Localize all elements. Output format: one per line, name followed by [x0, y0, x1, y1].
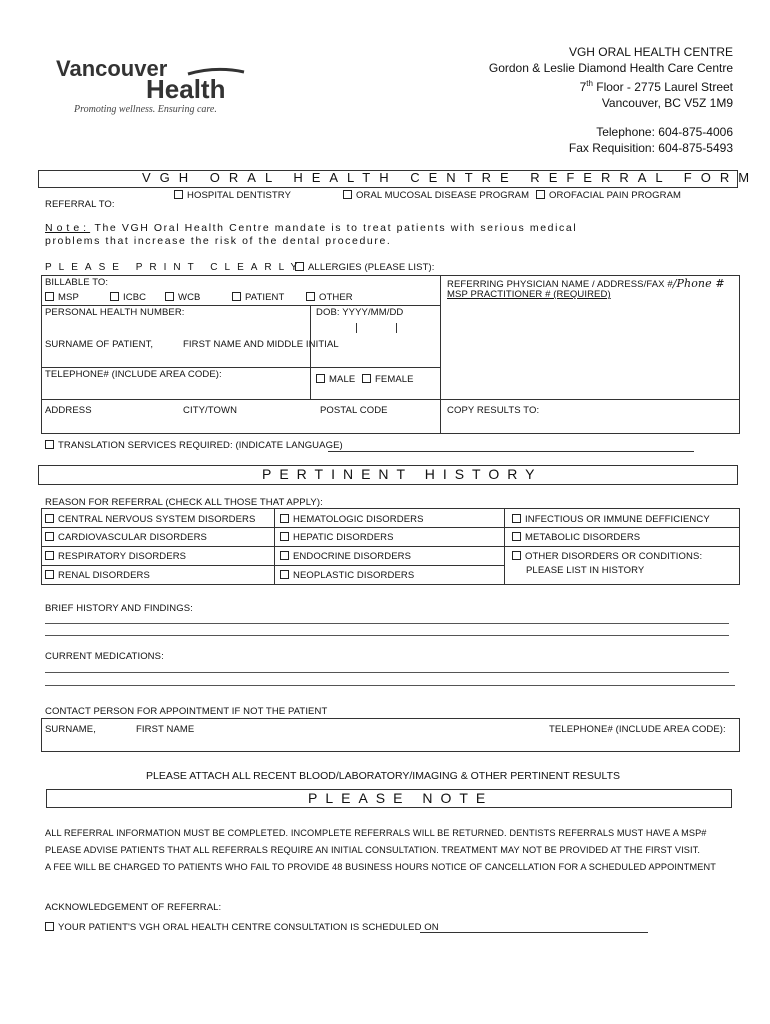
contact-label: CONTACT PERSON FOR APPOINTMENT IF NOT THE PATIENT [45, 706, 328, 717]
fax: Fax Requisition: 604-875-5493 [568, 140, 733, 155]
logo-line1: Vancouver [56, 56, 168, 81]
reason-infectious[interactable]: INFECTIOUS OR IMMUNE DEFFICIENCY [512, 514, 710, 525]
contact-firstname[interactable]: FIRST NAME [136, 724, 195, 735]
billable-msp[interactable]: MSP [45, 292, 79, 303]
msp-practitioner-field[interactable]: MSP PRACTITIONER # (REQUIRED) [447, 289, 611, 300]
physician-field[interactable]: REFERRING PHYSICIAN NAME / ADDRESS/FAX #/Phone # [447, 277, 725, 290]
billable-icbc[interactable]: ICBC [110, 292, 146, 303]
option-orofacial-pain[interactable]: OROFACIAL PAIN PROGRAM [536, 190, 681, 201]
reason-label: REASON FOR REFERRAL (CHECK ALL THOSE THAT APPLY): [45, 497, 323, 508]
reason-cns[interactable]: CENTRAL NERVOUS SYSTEM DISORDERS [45, 514, 255, 525]
reason-renal[interactable]: RENAL DISORDERS [45, 570, 150, 581]
reason-endocrine[interactable]: ENDOCRINE DISORDERS [280, 551, 411, 562]
meds-line-1[interactable] [45, 672, 729, 673]
mandate-note: Note: The VGH Oral Health Centre mandate is to treat patients with serious medical problems that increase the risk of the dental procedure. [45, 222, 578, 247]
history-line-1[interactable] [45, 623, 729, 624]
reason-hematologic[interactable]: HEMATOLOGIC DISORDERS [280, 514, 424, 525]
note-line-1: ALL REFERRAL INFORMATION MUST BE COMPLETED. INCOMPLETE REFERRALS WILL BE RETURNED. DENTISTS REFERRALS MUST HAVE A MSP# [45, 828, 707, 838]
contact-telephone[interactable]: TELEPHONE# (INCLUDE AREA CODE): [549, 724, 726, 735]
acknowledgement-label: ACKNOWLEDGEMENT OF REFERRAL: [45, 902, 222, 913]
option-oral-mucosal[interactable]: ORAL MUCOSAL DISEASE PROGRAM [343, 190, 529, 201]
postal-field[interactable]: POSTAL CODE [320, 405, 388, 416]
note-line-3: A FEE WILL BE CHARGED TO PATIENTS WHO FAIL TO PROVIDE 48 BUSINESS HOURS NOTICE OF CANCELLATION FOR A SCHEDULED APPOINTMENT [45, 862, 716, 872]
address-line1: Gordon & Leslie Diamond Health Care Centre [488, 60, 733, 75]
reason-other-note: PLEASE LIST IN HISTORY [526, 565, 645, 576]
female-checkbox[interactable]: FEMALE [362, 374, 414, 385]
firstname-field[interactable]: FIRST NAME AND MIDDLE INITIAL [183, 339, 339, 350]
surname-field[interactable]: SURNAME OF PATIENT, [45, 339, 154, 350]
billable-label: BILLABLE TO: [45, 277, 109, 288]
form-title: VGH ORAL HEALTH CENTRE REFERRAL FORM [142, 170, 759, 185]
reason-cardiovascular[interactable]: CARDIOVASCULAR DISORDERS [45, 532, 207, 543]
print-clearly: PLEASE PRINT CLEARLY [45, 262, 305, 273]
logo-tagline: Promoting wellness. Ensuring care. [74, 104, 217, 115]
pertinent-history-title: PERTINENT HISTORY [262, 466, 543, 482]
logo-line2: Health [146, 74, 226, 104]
logo [56, 56, 246, 120]
reason-other[interactable]: OTHER DISORDERS OR CONDITIONS: [512, 551, 702, 562]
telephone: Telephone: 604-875-4006 [596, 125, 733, 139]
brief-history-label: BRIEF HISTORY AND FINDINGS: [45, 603, 193, 614]
dob-field[interactable]: DOB: YYYY/MM/DD [316, 307, 404, 318]
copy-results-field[interactable]: COPY RESULTS TO: [447, 405, 540, 416]
option-hospital-dentistry[interactable]: HOSPITAL DENTISTRY [174, 190, 291, 201]
reason-metabolic[interactable]: METABOLIC DISORDERS [512, 532, 640, 543]
billable-wcb[interactable]: WCB [165, 292, 200, 303]
please-note-title: PLEASE NOTE [308, 790, 494, 806]
scheduled-checkbox[interactable]: YOUR PATIENT'S VGH ORAL HEALTH CENTRE CONSULTATION IS SCHEDULED ON [45, 922, 439, 933]
billable-other[interactable]: OTHER [306, 292, 353, 303]
org-name: VGH ORAL HEALTH CENTRE [568, 45, 733, 59]
male-checkbox[interactable]: MALE [316, 374, 355, 385]
address-line3: Vancouver, BC V5Z 1M9 [601, 95, 733, 110]
translation-checkbox[interactable]: TRANSLATION SERVICES REQUIRED: (INDICATE LANGUAGE) [45, 440, 343, 451]
reason-respiratory[interactable]: RESPIRATORY DISORDERS [45, 551, 186, 562]
header-address [333, 45, 733, 156]
referral-to-label: REFERRAL TO: [45, 199, 115, 210]
current-meds-label: CURRENT MEDICATIONS: [45, 651, 164, 662]
scheduled-date-line[interactable] [420, 932, 648, 933]
reason-neoplastic[interactable]: NEOPLASTIC DISORDERS [280, 570, 414, 581]
city-field[interactable]: CITY/TOWN [183, 405, 238, 416]
history-line-2[interactable] [45, 635, 729, 636]
reason-hepatic[interactable]: HEPATIC DISORDERS [280, 532, 394, 543]
address-field[interactable]: ADDRESS [45, 405, 92, 416]
allergies-checkbox[interactable]: ALLERGIES (PLEASE LIST): [295, 262, 434, 273]
telephone-field[interactable]: TELEPHONE# (INCLUDE AREA CODE): [45, 369, 222, 380]
address-line2: 7th Floor - 2775 Laurel Street [579, 79, 733, 94]
phn-field[interactable]: PERSONAL HEALTH NUMBER: [45, 307, 185, 318]
note-line-2: PLEASE ADVISE PATIENTS THAT ALL REFERRALS REQUIRE AN INITIAL CONSULTATION. TREATMENT MAY NOT BE PROVIDED AT THE FIRST VISIT. [45, 845, 700, 855]
billable-patient[interactable]: PATIENT [232, 292, 284, 303]
meds-line-2[interactable] [45, 685, 735, 686]
contact-surname[interactable]: SURNAME, [45, 724, 96, 735]
attach-results: PLEASE ATTACH ALL RECENT BLOOD/LABORATORY/IMAGING & OTHER PERTINENT RESULTS [146, 770, 620, 782]
